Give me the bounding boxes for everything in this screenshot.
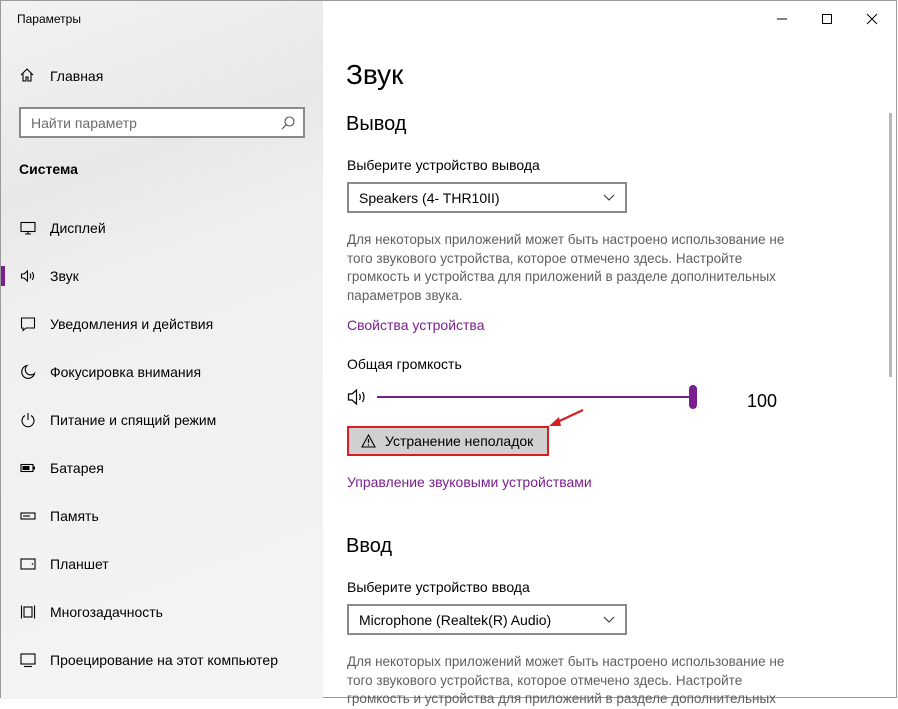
sidebar-item-label: Память xyxy=(50,508,99,524)
sidebar-item-display[interactable] xyxy=(1,204,323,252)
tablet-icon xyxy=(19,555,37,573)
device-properties-link[interactable]: Свойства устройства xyxy=(347,317,485,333)
search-input[interactable] xyxy=(21,115,280,131)
sidebar xyxy=(1,1,323,699)
sidebar-item-label: Питание и спящий режим xyxy=(50,412,217,428)
volume-value: 100 xyxy=(747,391,778,411)
input-description: Для некоторых приложений может быть настроено использование не того звукового устройства, которое отмечено здесь. Настройте громкость и устройства для приложений в разделе дополнительных xyxy=(347,654,785,706)
output-heading: Вывод xyxy=(346,113,407,135)
main-content xyxy=(323,1,898,706)
troubleshoot-label: Устранение неполадок xyxy=(385,433,534,449)
battery-icon xyxy=(19,459,37,477)
home-icon xyxy=(19,67,37,86)
scrollbar[interactable] xyxy=(889,113,892,377)
input-select-label: Выберите устройство ввода xyxy=(347,579,530,595)
multitasking-icon xyxy=(19,603,37,621)
input-device-value: Microphone (Realtek(R) Audio) xyxy=(359,611,552,628)
sound-icon xyxy=(19,267,37,285)
sidebar-item-power[interactable] xyxy=(1,396,323,444)
sidebar-item-tablet[interactable] xyxy=(1,540,323,588)
volume-slider-thumb[interactable] xyxy=(689,385,697,409)
chevron-down-icon xyxy=(603,616,615,624)
focus-moon-icon xyxy=(19,363,37,381)
power-icon xyxy=(19,411,37,429)
home-label: Главная xyxy=(50,68,104,84)
notifications-icon xyxy=(19,315,37,333)
input-device-dropdown[interactable] xyxy=(347,604,627,635)
speaker-volume-icon[interactable] xyxy=(347,388,369,406)
window-title: Параметры xyxy=(17,12,81,26)
sidebar-item-notifications[interactable] xyxy=(1,300,323,348)
warning-icon xyxy=(361,434,376,448)
sidebar-item-label: Планшет xyxy=(50,556,109,572)
sidebar-item-multitasking[interactable] xyxy=(1,588,323,636)
sidebar-item-label: Фокусировка внимания xyxy=(50,364,202,380)
sidebar-item-label: Многозадачность xyxy=(50,604,163,620)
display-icon xyxy=(19,219,37,237)
sidebar-item-label: Дисплей xyxy=(50,220,106,236)
manage-sound-devices-link[interactable]: Управление звуковыми устройствами xyxy=(347,474,592,490)
sidebar-item-label: Уведомления и действия xyxy=(50,316,214,332)
sidebar-nav xyxy=(1,204,323,684)
volume-slider-track[interactable] xyxy=(377,396,695,398)
annotation-arrow-icon xyxy=(547,407,587,429)
troubleshoot-button[interactable] xyxy=(347,426,549,456)
sidebar-item-focus[interactable] xyxy=(1,348,323,396)
volume-label: Общая громкость xyxy=(347,356,462,372)
output-device-value: Speakers (4- THR10II) xyxy=(359,189,500,206)
input-heading: Ввод xyxy=(346,535,393,557)
output-select-label: Выберите устройство вывода xyxy=(347,157,540,173)
sidebar-item-label: Звук xyxy=(50,268,79,284)
volume-slider-row xyxy=(347,385,787,409)
storage-icon xyxy=(19,507,37,525)
sidebar-item-label: Проецирование на этот компьютер xyxy=(50,652,278,668)
sidebar-item-battery[interactable] xyxy=(1,444,323,492)
home-link[interactable] xyxy=(19,65,103,87)
sidebar-item-projecting[interactable] xyxy=(1,636,323,684)
output-device-dropdown[interactable] xyxy=(347,182,627,213)
sidebar-item-storage[interactable] xyxy=(1,492,323,540)
page-title: Звук xyxy=(346,59,404,90)
sidebar-item-sound[interactable] xyxy=(1,252,323,300)
sidebar-item-label: Батарея xyxy=(50,460,104,476)
search-box[interactable] xyxy=(19,107,305,138)
section-title: Система xyxy=(19,161,78,177)
output-description: Для некоторых приложений может быть настроено использование не того звукового устройства, которое отмечено здесь. Настройте громкость и устройства для приложений в разделе дополнительных параметров звука. xyxy=(347,232,785,303)
projecting-icon xyxy=(19,651,37,669)
search-icon[interactable] xyxy=(280,115,296,131)
chevron-down-icon xyxy=(603,194,615,202)
